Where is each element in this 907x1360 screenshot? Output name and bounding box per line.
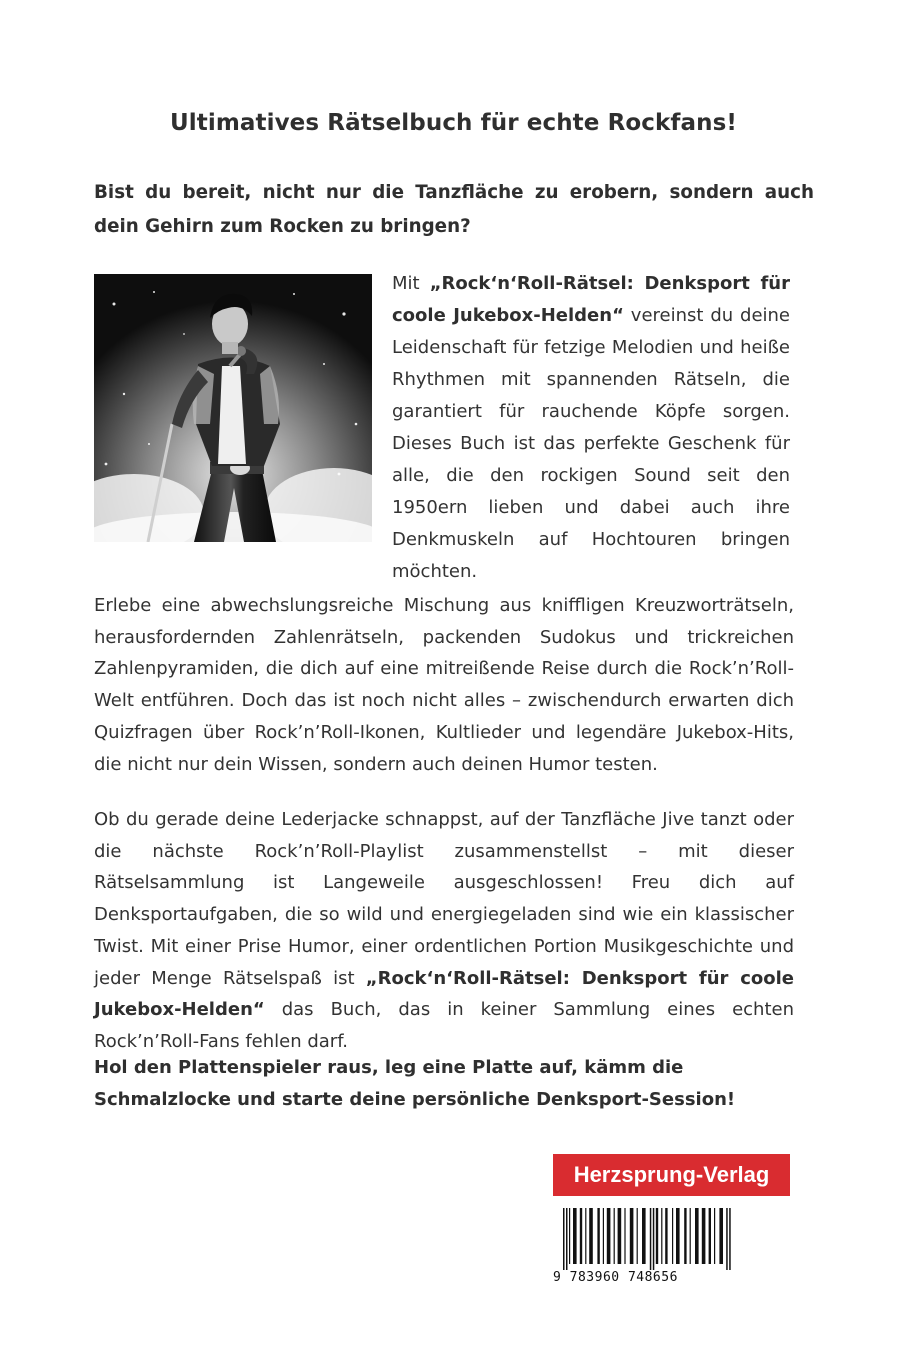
puzzle-description-paragraph: Erlebe eine abwechslungsreiche Mischung aus kniffligen Kreuzworträtseln, herausfordernden Zahlenrätseln, packenden Sudokus und trickreichen Zahlenpyramiden, die dich auf eine mitreißende Reise durch die Rock’n’Roll-Welt entführen. Doch das ist noch nicht alles – zwischendurch erwarten dich Quizfragen über Rock’n’Roll-Ikonen, Kultlieder und legendäre Jukebox-Hits, die nicht nur dein Wissen, sondern auch deinen Humor testen. bbox=[94, 595, 794, 775]
intro-text: vereinst du deine Leidenschaft für fetzige Melodien und heiße Rhythmen mit spannenden Rätseln, die garantiert für rauchende Köpfe sorgen. Dieses Buch ist das perfekte Geschenk für alle, die den rockigen Sound seit den 1950ern lieben und dabei auch ihre Denkmuskeln auf Hochtouren bringen möchten. bbox=[392, 305, 790, 582]
intro-book-title: „Rock‘n‘Roll-Rätsel: Denksport für coole Jukebox-Helden“ bbox=[392, 273, 790, 326]
intro-prefix: Mit bbox=[392, 273, 430, 294]
publisher-logo: Herzsprung-Verlag bbox=[553, 1154, 790, 1196]
barcode-bars bbox=[553, 1208, 753, 1270]
fun-text-before: Ob du gerade deine Lederjacke schnappst, auf der Tanzfläche Jive tanzt oder die nächste Rock’n’Roll-Playlist zusammenstellst – mit dieser Rätselsammlung ist Langeweile ausgeschlossen! Freu dich auf Denksportaufgaben, die so wild und energiegeladen sind wie ein klassischer Twist. Mit einer Prise Humor, einer ordentlichen Portion Musikgeschichte und jeder Menge Rätselspaß ist bbox=[94, 809, 794, 989]
cover-headline: Ultimatives Rätselbuch für echte Rockfans! bbox=[169, 110, 737, 136]
intro-paragraph bbox=[392, 268, 790, 588]
lead-question: Bist du bereit, nicht nur die Tanzfläche zu erobern, sondern auch dein Gehirn zum Rocken zu bringen? bbox=[94, 182, 814, 237]
isbn-barcode bbox=[553, 1208, 753, 1290]
closing-call-to-action: Hol den Plattenspieler raus, leg eine Platte auf, kämm die Schmalzlocke und starte deine persönliche Denksport-Session! bbox=[94, 1057, 736, 1110]
fun-paragraph bbox=[94, 804, 794, 1058]
fun-text-after: das Buch, das in keiner Sammlung eines echten Rock’n’Roll-Fans fehlen darf. bbox=[94, 999, 794, 1052]
fun-book-title: „Rock‘n‘Roll-Rätsel: Denksport für coole Jukebox-Helden“ bbox=[94, 967, 794, 1021]
rock-singer-illustration bbox=[94, 274, 372, 542]
barcode-digits: 9 783960 748656 bbox=[553, 1270, 678, 1285]
